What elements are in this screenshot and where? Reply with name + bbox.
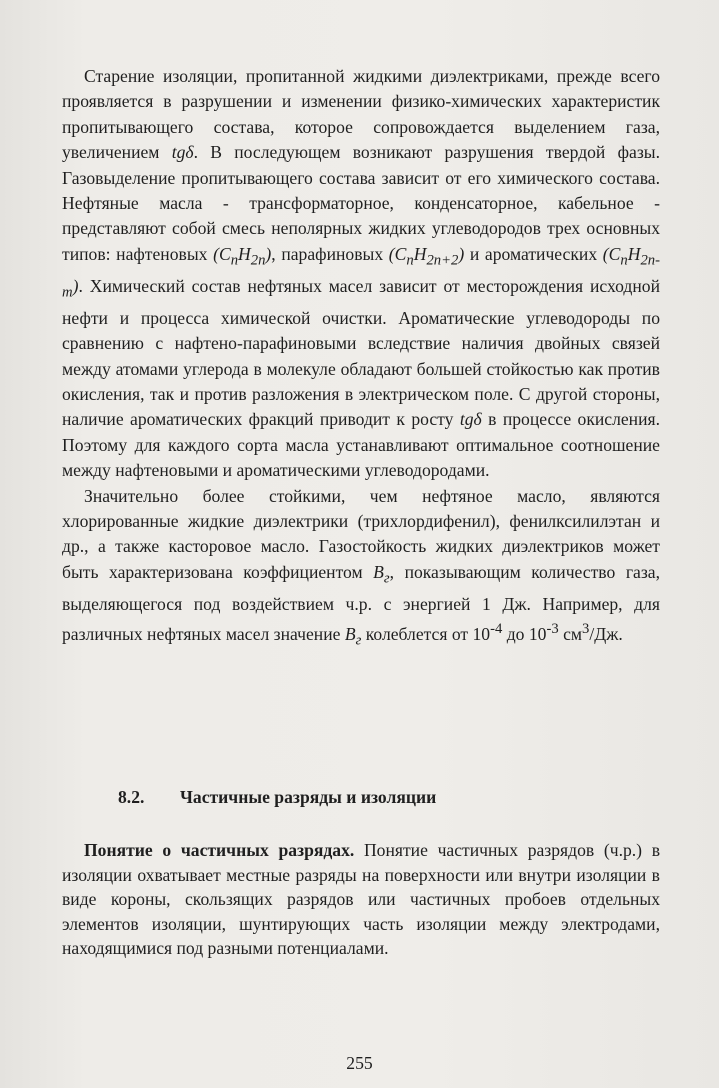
text-run: /Дж. (589, 623, 623, 644)
formula-i: tgδ (459, 409, 482, 430)
formula-i3: ) (265, 243, 272, 264)
section-number: 8.2. (118, 787, 145, 807)
formula (344, 623, 362, 649)
page-number: 255 (346, 1053, 373, 1073)
paragraph-aging (62, 64, 660, 484)
paragraph-text: Понятие частичных разрядов (ч.р.) в изоляции охватывает местные разряды на поверхности или внутри изоляции в виде короны, скользящих разрядов или частичных пробоев отдельных элементов изоляции, шунтирующих часть изоляции между электродами, находящимися под разными потенциалами. (62, 840, 660, 959)
text-run: до 10 (502, 623, 547, 644)
formula-sup: -3 (546, 621, 559, 638)
formula (460, 409, 482, 429)
formula-sup: 3 (582, 621, 590, 638)
formula-sub2: 2n-m (62, 252, 660, 301)
text-run: колеблется от 10 (361, 623, 491, 644)
formula (172, 142, 194, 162)
formula-sub: n (620, 252, 628, 269)
text-run: . Химический состав нефтяных масел зависит от месторождения исходной нефти и процесса химической очистки. Ароматические углеводороды по сравнению с нафтено-парафиновыми вследствие наличия двойных связей между атомами углерода в молекуле обладают большей стойкостью как против окисления, так и против разложения в электрическом поле. С другой стороны, наличие ароматических фракций приводит к росту (62, 275, 660, 430)
formula-i2: H (238, 243, 251, 264)
formula-sub2: 2n+2 (426, 252, 459, 269)
formula-i3: ) (458, 243, 465, 264)
formula-i: B (344, 623, 356, 644)
formula-sub2: 2n (250, 252, 266, 269)
formula (388, 243, 465, 269)
formula-sub: г (383, 570, 390, 587)
formula-i: (C (213, 243, 231, 264)
text-run: в процессе окисления. Поэтому для каждого сорта масла устанавливают оптимальное соотношение между нафтеновыми и ароматическими углеводородами. (62, 409, 661, 481)
formula-sub: n (406, 252, 414, 269)
formula-sub: n (230, 252, 239, 269)
formula-i: (C (388, 243, 407, 264)
formula (213, 243, 272, 269)
text-run: Значительно более стойкими, чем нефтяное масло, являются хлорированные жидкие диэлектрики (трихлордифенил), фенилксилилэтан и др., а также касторовое масло. Газостойкость жидких диэлектриков может быть характеризована коэффициентом (62, 485, 660, 582)
text-run: . В последующем возникают разрушения твердой фазы. Газовыделение пропитывающего состава зависит от его химического состава. Нефтяные масла - трансформаторное, конденсаторное, кабельное - представляют собой смесь неполярных жидких углеводородов трех основных типов: нафтеновых (62, 142, 660, 264)
section-title: Частичные разряды и изоляции (180, 787, 437, 807)
text-run: и ароматических (464, 243, 603, 264)
lead-term: Понятие о частичных разрядах. (84, 840, 355, 860)
formula-i: B (373, 561, 384, 582)
paragraph-gas-resistance (62, 484, 660, 654)
formula-i3: ) (72, 275, 79, 296)
formula-i: tgδ (171, 142, 194, 163)
formula-i2: H (413, 243, 427, 264)
formula (546, 621, 559, 644)
formula-sub: г (355, 632, 362, 649)
formula (490, 621, 503, 644)
formula-sup: -4 (490, 621, 503, 638)
text-run: , парафиновых (271, 243, 389, 264)
text-run: см (558, 623, 583, 644)
text-run: , показывающим количество газа, выделяющегося под воздействием ч.р. с энергией 1 Дж. Например, для различных нефтяных масел значение (62, 561, 660, 644)
text-run: Старение изоляции, пропитанной жидкими диэлектриками, прежде всего проявляется в разрушении и изменении физико-химических характеристик пропитывающего состава, которое сопровождается выделением газа, увеличением (62, 66, 660, 163)
section-heading (118, 787, 436, 808)
paragraph-partial-discharge (62, 838, 660, 961)
formula (373, 561, 390, 587)
formula-i2: H (627, 243, 641, 264)
body-text (62, 64, 660, 654)
section-body (62, 838, 660, 961)
formula-i: (C (602, 243, 621, 264)
